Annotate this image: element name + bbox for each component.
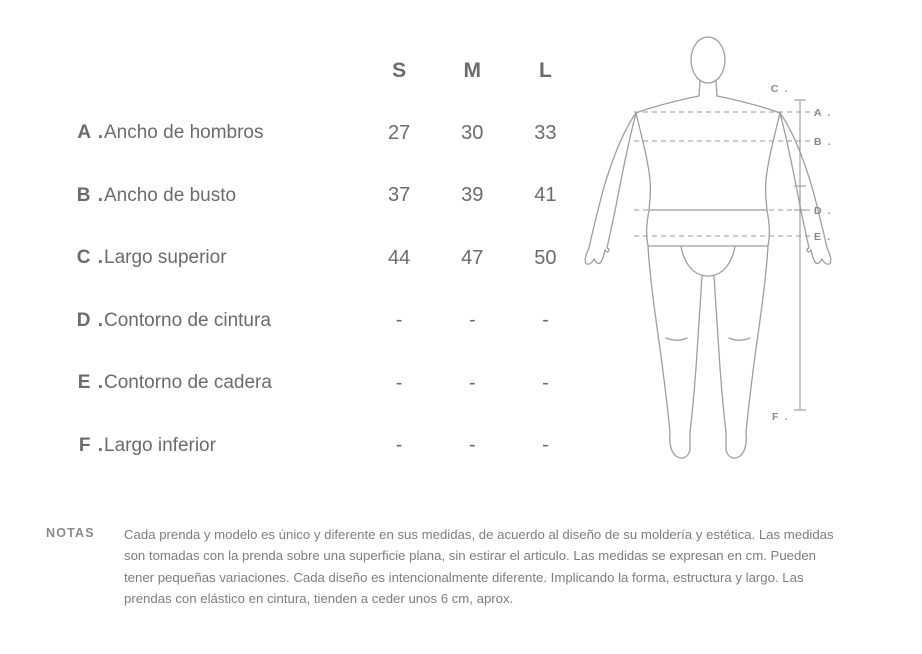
figure-illustration: [580, 20, 900, 480]
cell-e-s: -: [395, 371, 403, 394]
cell-d-s: -: [395, 309, 403, 332]
cell-f-l: -: [542, 434, 549, 457]
table-row: [62, 290, 582, 353]
table-row: [62, 102, 582, 165]
cell-b-s: 37: [388, 184, 411, 207]
notes-divider: [46, 498, 876, 499]
row-letter-b: B .: [76, 184, 104, 206]
figure-label-f: F .: [771, 411, 789, 423]
row-label-contorno-de-cadera: Contorno de cadera: [104, 372, 272, 394]
row-letter-e: E .: [77, 372, 104, 394]
cell-e-m: -: [468, 371, 476, 394]
table-row: [62, 415, 582, 478]
row-letter-a: A .: [77, 122, 104, 144]
table-row: [62, 352, 582, 415]
column-header-l: L: [539, 59, 552, 82]
figure-label-a: A .: [814, 107, 832, 119]
notes-title: NOTAS: [46, 526, 95, 540]
figure-label-d: D .: [814, 205, 833, 217]
figure-label-c: C .: [770, 83, 789, 95]
cell-c-l: 50: [534, 246, 557, 269]
figure-label-b: B .: [814, 136, 833, 148]
body-figure-diagram: [580, 20, 900, 480]
cell-d-m: -: [468, 309, 476, 332]
table-row: [62, 227, 582, 290]
row-label-largo-inferior: Largo inferior: [104, 434, 216, 456]
figure-label-e: E .: [814, 231, 832, 243]
cell-e-l: -: [542, 371, 549, 394]
cell-a-s: 27: [388, 121, 411, 144]
cell-d-l: -: [542, 309, 549, 332]
mannequin-outline: [585, 37, 831, 458]
measurement-guides: [634, 100, 816, 410]
cell-c-s: 44: [388, 246, 411, 269]
row-letter-c: C .: [76, 247, 104, 269]
cell-f-s: -: [395, 434, 403, 457]
cell-a-m: 30: [461, 121, 484, 144]
table-header-row: [62, 40, 582, 102]
row-letter-f: F .: [78, 434, 104, 456]
column-header-m: M: [463, 59, 482, 82]
table-row: [62, 165, 582, 228]
table-header-blank: [62, 40, 363, 102]
cell-b-l: 41: [534, 184, 557, 207]
cell-a-l: 33: [534, 121, 557, 144]
row-label-ancho-de-hombros: Ancho de hombros: [104, 122, 264, 144]
row-label-ancho-de-busto: Ancho de busto: [104, 184, 237, 206]
cell-f-m: -: [468, 434, 476, 457]
row-label-largo-superior: Largo superior: [104, 247, 227, 269]
cell-b-m: 39: [461, 184, 484, 207]
column-header-s: S: [392, 59, 407, 82]
measurements-table: [62, 40, 582, 477]
row-letter-d: D .: [76, 309, 104, 331]
row-label-contorno-de-cintura: Contorno de cintura: [104, 309, 271, 331]
notes-body: Cada prenda y modelo es único y diferente en sus medidas, de acuerdo al diseño de su moldería y estética. Las medidas son tomadas con la prenda sobre una superficie plana, sin estirar el articulo. Las medidas se expresan en cm. Pueden tener pequeñas variaciones. Cada diseño es intencionalmente diferente. Implicando la forma, estructura y largo. Las prendas con elástico en cintura, tienden a ceder unos 6 cm, aprox.: [124, 527, 834, 607]
notes-section: [46, 524, 876, 610]
cell-c-m: 47: [461, 246, 484, 269]
